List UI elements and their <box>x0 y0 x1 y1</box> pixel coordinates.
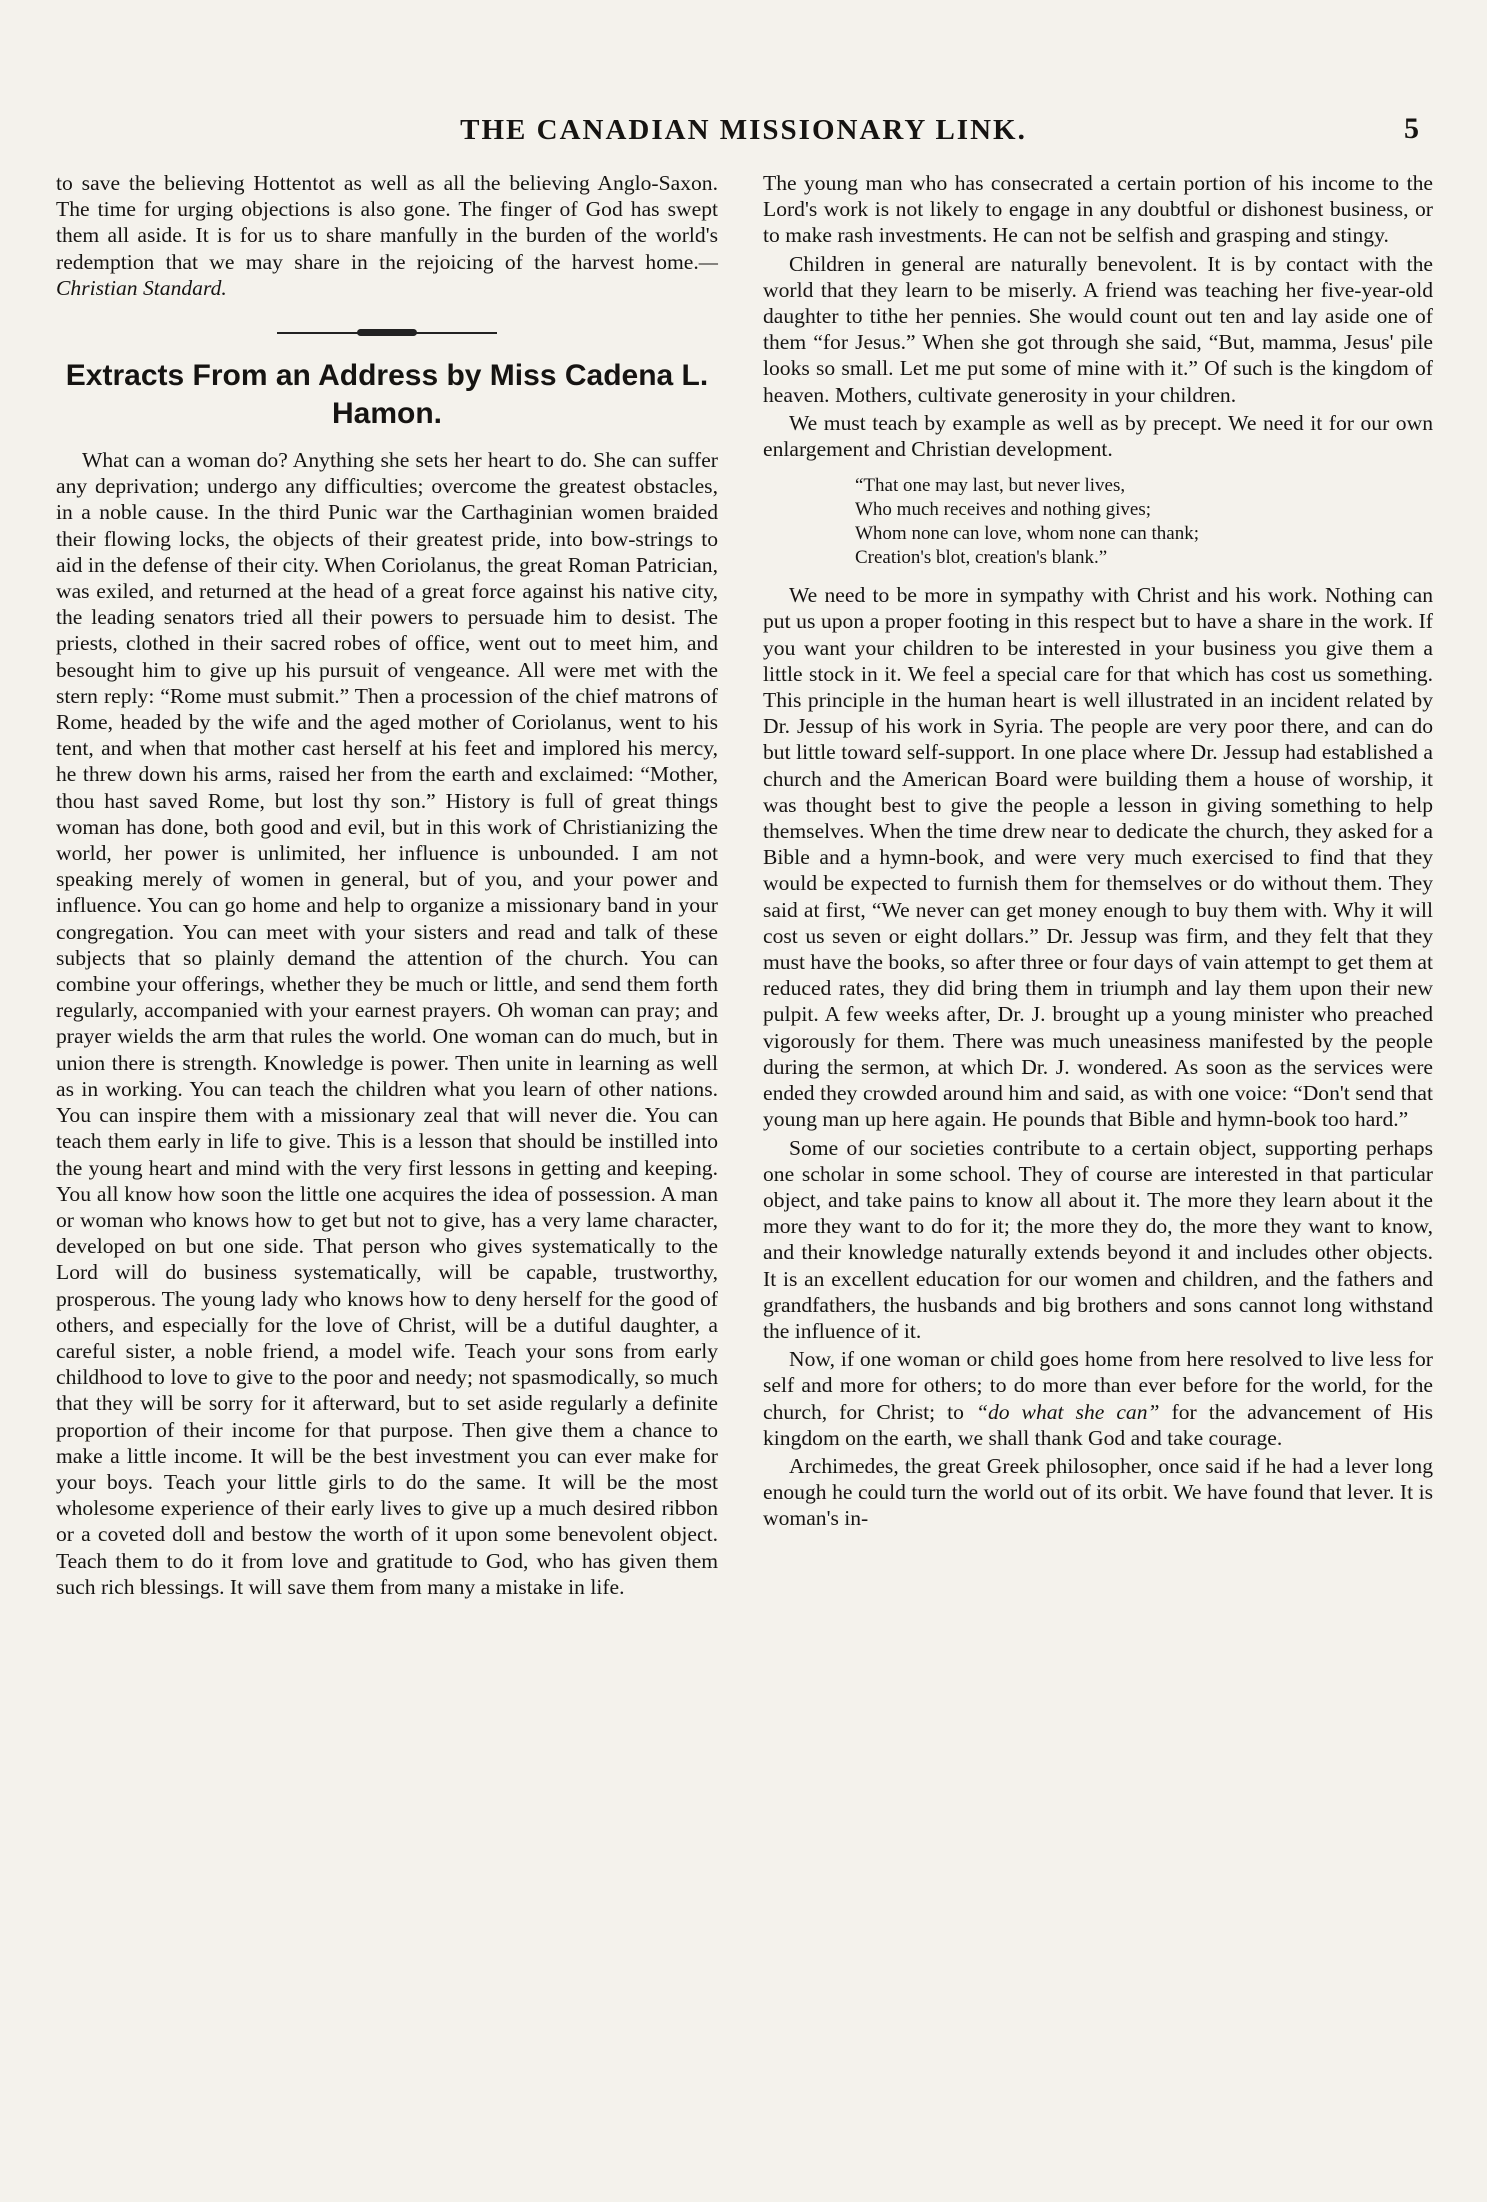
continued-paragraph: to save the believing Hottentot as well as all the believing Anglo-Saxon. The time for urging objections is also gone. The finger of God has swept them all aside. It is for us to share manfully in the burden of the world's redemption that we may share in the rejoicing of the harvest home.—Christian Standard. <box>56 171 718 300</box>
page-header <box>60 108 1427 152</box>
article-title: Extracts From an Address by Miss Cadena L. Hamon. <box>65 359 709 431</box>
section-divider <box>277 327 497 339</box>
article-paragraph: We need to be more in sympathy with Christ and his work. Nothing can put us upon a proper footing in this respect but to have a share in the work. If you want your children to be interested in your business you give them a little stock in it. We feel a special care for that which has cost us something. This principle in the human heart is well illustrated in an incident related by Dr. Jessup of his work in Syria. The people are very poor there, and can do but little toward self-support. In one place where Dr. Jessup had established a church and the American Board were building them a house of worship, it was thought best to give the people a lesson in giving something to help themselves. When the time drew near to dedicate the church, they asked for a Bible and a hymn-book, and were very much exercised to find that they would be expected to furnish them for themselves or do without them. They said at first, “We never can get money enough to buy them with. Why it will cost us seven or eight dollars.” Dr. Jessup was firm, and they felt that they must have the books, so after three or four days of vain attempt to get them at reduced rates, they did bring them in triumph and lay them upon their new pulpit. A few weeks after, Dr. J. brought up a young minister who preached vigorously for them. There was much uneasiness manifested by the people during the sermon, at which Dr. J. wondered. As soon as the services were ended they crowded around him and said, as with one voice: “Don't send that young man up here again. He pounds that Bible and hymn-book too hard.” <box>763 583 1433 1132</box>
article-paragraph: Archimedes, the great Greek philosopher, once said if he had a lever long enough he could turn the world out of its orbit. We have found that lever. It is woman's in- <box>763 1453 1433 1531</box>
article-paragraph: The young man who has consecrated a certain portion of his income to the Lord's work is not likely to engage in any doubtful or dishonest business, or to make rash investments. He can not be selfish and grasping and stingy. <box>763 171 1433 248</box>
poem-line: Whom none can love, whom none can thank; <box>855 523 1200 545</box>
page-number: 5 <box>1404 112 1419 145</box>
poem-line: Creation's blot, creation's blank.” <box>855 547 1108 569</box>
article-paragraph: We must teach by example as well as by precept. We need it for our own enlargement and Christian development. <box>763 410 1433 462</box>
article-paragraph: Children in general are naturally benevolent. It is by contact with the world that they learn to be miserly. A friend was teaching her five-year-old daughter to tithe her pennies. She would count out ten and lay aside one of them “for Jesus.” When she got through she said, “But, mamma, Jesus' pile looks so small. Let me put some of mine with it.” Of such is the kingdom of heaven. Mothers, cultivate generosity in your children. <box>763 251 1433 407</box>
right-column <box>763 170 1433 1532</box>
poem-line: Who much receives and nothing gives; <box>855 499 1152 521</box>
article-source: —Christian Standard. <box>56 249 718 300</box>
running-title: THE CANADIAN MISSIONARY LINK. <box>460 114 1027 146</box>
article-paragraph: Some of our societies contribute to a certain object, supporting perhaps one scholar in some school. They of course are interested in that particular object, and take pains to know all about it. The more they learn about it the more they want to do for it; the more they do, the more they want to know, and their knowledge naturally extends beyond it and includes other objects. It is an excellent education for our women and children, and the fathers and grandfathers, the husbands and big brothers and sons cannot long withstand the influence of it. <box>763 1135 1433 1343</box>
emphasized-quote: “do what she can” <box>975 1399 1160 1424</box>
poem-quote <box>855 474 1433 570</box>
article-paragraph: What can a woman do? Anything she sets her heart to do. She can suffer any deprivation; undergo any difficulties; overcome the greatest obstacles, in a noble cause. In the third Punic war the Carthaginian women braided their flowing locks, the objects of their greatest pride, into bow-strings to aid in the defense of their city. When Coriolanus, the great Roman Patrician, was exiled, and returned at the head of a great force against his native city, the leading senators tried all their powers to persuade him to desist. The priests, clothed in their sacred robes of office, went out to meet him, and besought him to give up his pursuit of vengeance. All were met with the stern reply: “Rome must submit.” Then a procession of the chief matrons of Rome, headed by the wife and the aged mother of Coriolanus, went to his tent, and when that mother cast herself at his feet and implored his mercy, he threw down his arms, raised her from the earth and exclaimed: “Mother, thou hast saved Rome, but lost thy son.” History is full of great things woman has done, both good and evil, but in this work of Christianizing the world, her power is unlimited, her influence is unbounded. I am not speaking merely of women in general, but of you, and your power and influence. You can go home and help to organize a missionary band in your congregation. You can meet with your sisters and read and talk of these subjects that so plainly demand the attention of the church. You can combine your offerings, whether they be much or little, and send them forth regularly, accompanied with your earnest prayers. Oh woman can pray; and prayer wields the arm that rules the world. One woman can do much, but in union there is strength. Knowledge is power. Then unite in learning as well as in working. You can teach the children what you learn of other nations. You can inspire them with a missionary zeal that will never die. You can teach them early in life to give. This is a lesson that should be instilled into the young heart and mind with the very first lessons in getting and keeping. You all know how soon the little one acquires the idea of possession. A man or woman who knows how to get but not to give, has a very lame character, developed on but one side. That person who gives systematically to the Lord will do business systematically, will be capable, trustworthy, prosperous. The young lady who knows how to deny herself for the good of others, and especially for the love of Christ, will be a dutiful daughter, a careful sister, a noble friend, a model wife. Teach your sons from early childhood to love to give to the poor and needy; not spasmodically, so much that they will be sorry for it afterward, but to set aside regularly a definite proportion of their income for that purpose. Then give them a chance to make a little income. It will be the best investment you can ever make for your boys. Teach your little girls to do the same. It will be the most wholesome experience of their early lives to give up a much desired ribbon or a coveted doll and bestow the worth of it upon some benevolent object. Teach them to do it from love and gratitude to God, who has given them such rich blessings. It will save them from many a mistake in life. <box>56 448 718 1599</box>
left-column <box>56 170 718 1600</box>
article-paragraph: Now, if one woman or child goes home from here resolved to live less for self and more for others; to do more than ever before for the world, for the church, for Christ; to “do what she can” for the advancement of His kingdom on the earth, we shall thank God and take courage. <box>763 1347 1433 1450</box>
poem-line: “That one may last, but never lives, <box>855 475 1126 497</box>
